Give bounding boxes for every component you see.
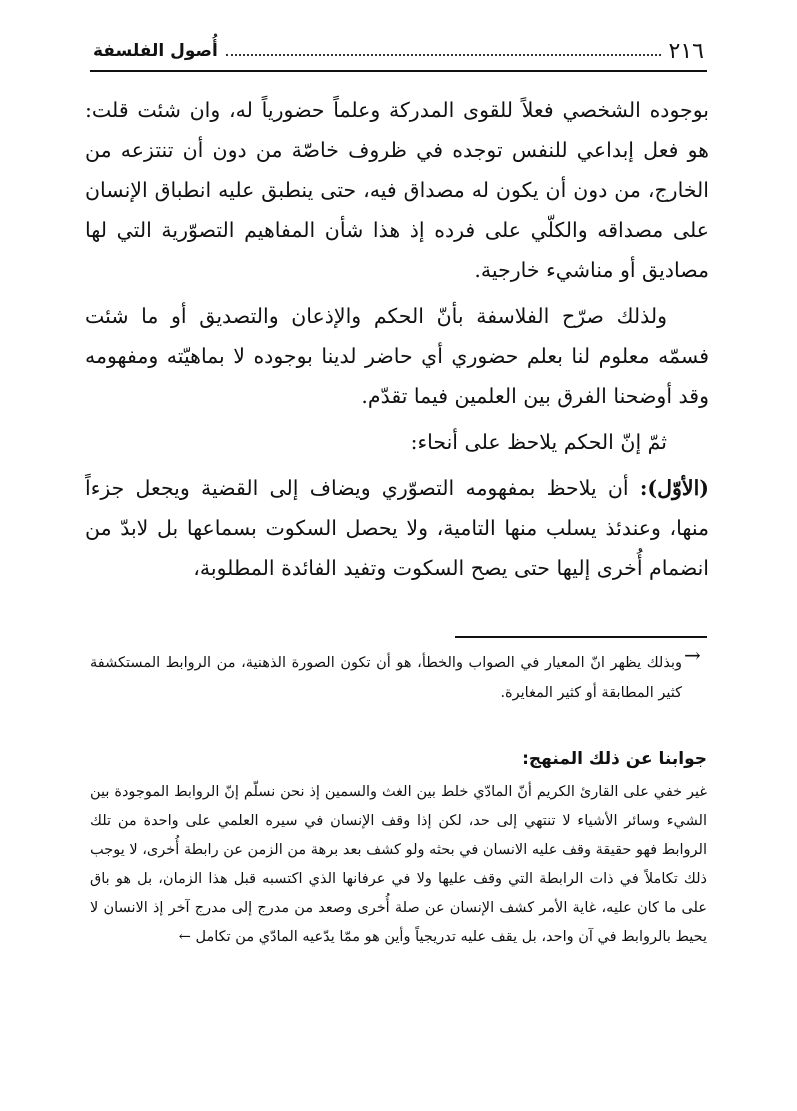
footnote-heading: جوابنا عن ذلك المنهج: — [522, 749, 707, 769]
footnote-text: وبذلك يظهر انّ المعيار في الصواب والخطأ، هو أن تكون الصورة الذهنية، من الروابط المستكشفة كثير المطابقة أو كثير المغايرة. — [90, 655, 682, 701]
main-text — [85, 90, 709, 588]
body-paragraph: ولذلك صرّح الفلاسفة بأنّ الحكم والإذعان والتصديق أو ما شئت فسمّه معلوم لنا بعلم حضوري أي حاضر لدينا بوجوده لا بماهيّته ومفهومه وقد أوضحنا الفرق بين العلمين فيما تقدّم. — [85, 304, 709, 408]
point-one-text: أن يلاحظ بمفهومه التصوّري ويضاف إلى القضية ويجعل جزءاً منها، وعندئذ يسلب منها التامية، ولا يحصل السكوت بسماعها بل لابدّ من انضمام أُخرى إليها حتى يصح السكوت وتفيد الفائدة المطلوبة، — [85, 476, 709, 580]
next-page-arrow-icon: ← — [178, 929, 191, 945]
page-header — [93, 34, 704, 68]
footnote-paragraph-text: غير خفي على القارئ الكريم أنّ المادّي خلط بين الغث والسمين إذ نحن نسلّم إنّ الروابط الموجودة بين الشيء وسائر الأشياء لا تنتهي إلى حد، لكن إذا وقف الإنسان في سيره العلمي على واحدة من تلك الروابط فهو حقيقة وقف عليه الانسان في بحثه ولو كشف بعد برهة من الزمن عن رابطة أُخرى، لا يوجب ذلك تكاملاً في ذات الرابطة التي وقف عليها ولا في عرفانها الذي اكتسبه قبل هذا الزمان، بل هو باق على ما كان عليه، غاية الأمر كشف الإنسان عن صلة أُخرى وصعد من مدرج إلى مدرج آخر إذ الانسان لا يحيط بالروابط في آن واحد، بل يقف عليه تدريجياً وأين هو ممّا يدّعيه المادّي من تكامل — [90, 784, 707, 945]
page-number: ٢١٦ — [668, 38, 704, 64]
header-divider — [90, 70, 707, 72]
running-title: أُصول الفلسفة — [93, 41, 218, 61]
footnote-separator — [455, 636, 707, 638]
body-paragraph: بوجوده الشخصي فعلاً للقوى المدركة وعلماً حضورياً له، وان شئت قلت: هو فعل إبداعي للنفس توجده في ظروف خاصّة من دون أن تنتزعه من الخارج، من دون أن يكون له مصداق فيه، حتى ينطبق عليه انطباق الإنسان على مصداقه والكلّي على فرده إذ هذا شأن المفاهيم التصوّرية التي لها مصاديق أو مناشيء خارجية. — [85, 98, 709, 282]
point-one-label: (الأوّل): — [639, 476, 709, 500]
footnote-paragraph — [90, 778, 707, 952]
continuation-arrow-icon: → — [684, 643, 701, 667]
body-paragraph: ثمّ إنّ الحكم يلاحظ على أنحاء: — [410, 430, 667, 454]
dotted-leader — [226, 54, 661, 56]
footnote-block — [90, 648, 682, 708]
footnote-section — [90, 744, 707, 952]
point-one-paragraph — [85, 468, 709, 588]
